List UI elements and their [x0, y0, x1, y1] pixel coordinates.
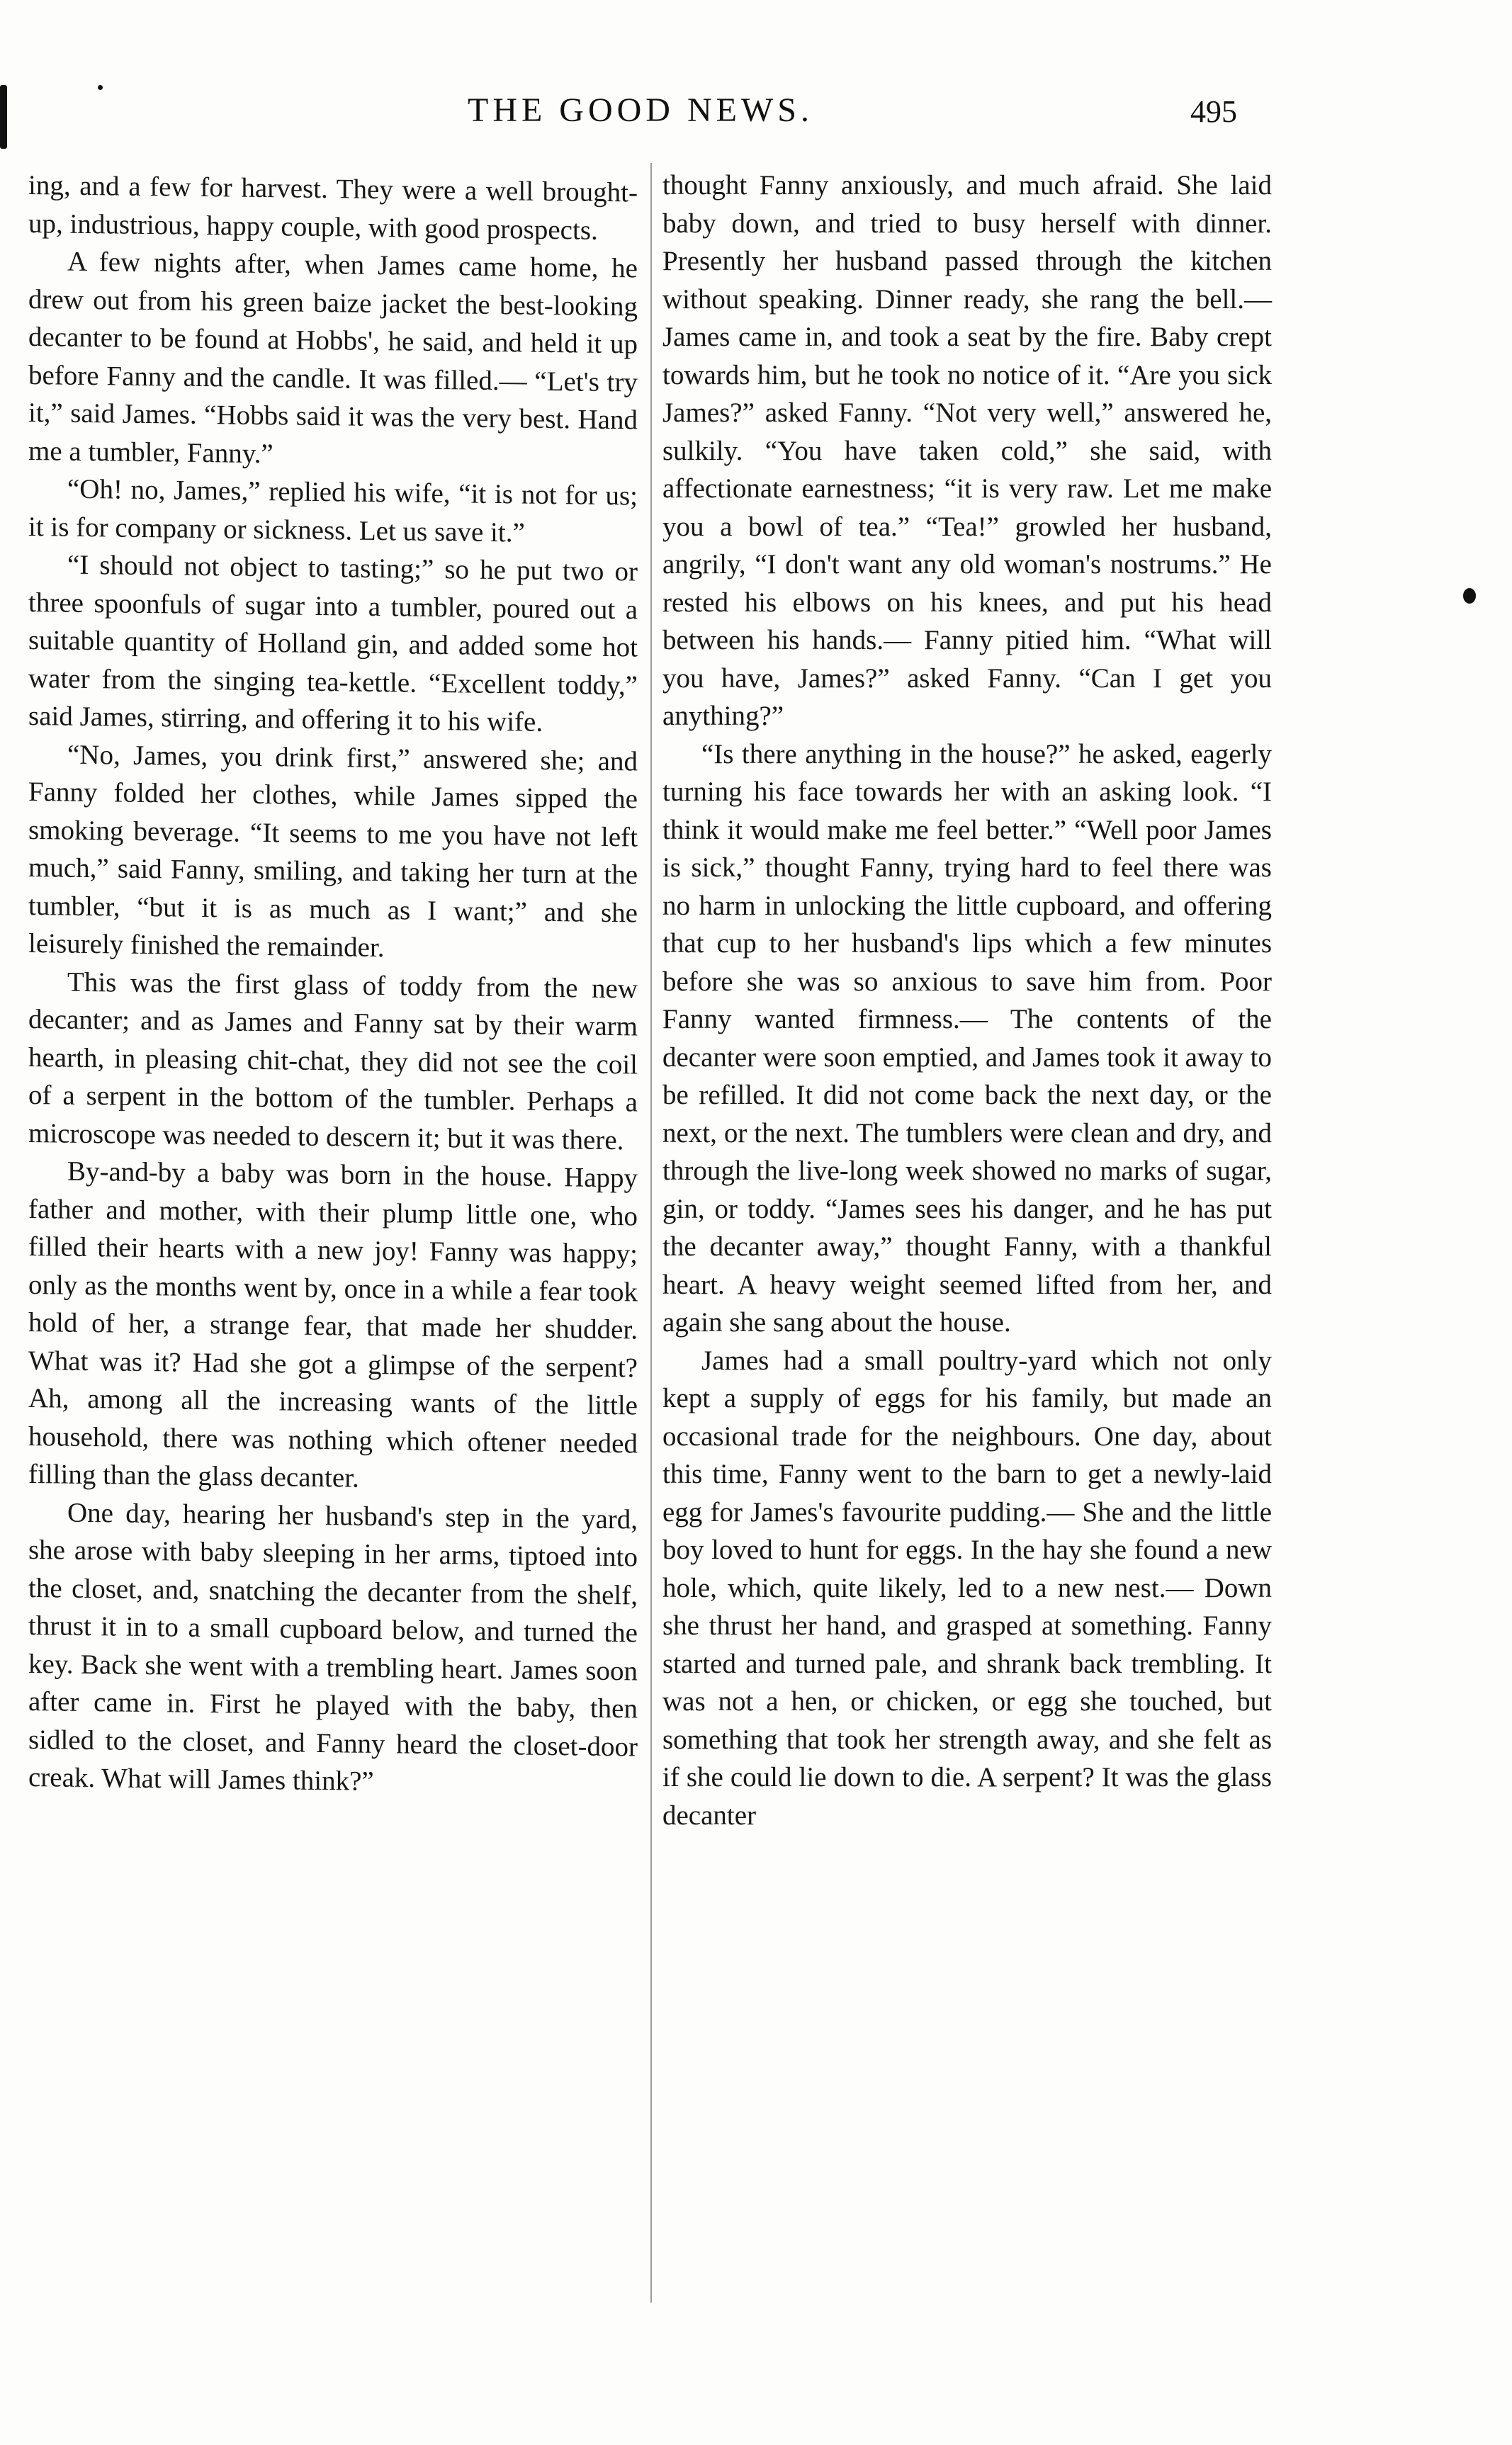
paragraph: James had a small poultry-yard which not only kept a supply of eggs for his family, but made an occasional trade for the neighbours. One day, about this time, Fanny went to the barn to get a newly-laid egg for James's favourite pudding.— She and the little boy loved to hunt for eggs. In the hay she found a new hole, which, quite likely, led to a new nest.— Down she thrust her hand, and grasped at something. Fanny started and turned pale, and shrank back trembling. It was not a hen, or chicken, or egg she touched, but something that took her strength away, and she felt as if she could lie down to die. A serpent? It was the glass decanter — [662, 1345, 1272, 1831]
paragraph: “Oh! no, James,” replied his wife, “it is not for us; it is for company or sickness. Let us save it.” — [28, 473, 638, 548]
paragraph: One day, hearing her husband's step in the yard, she arose with baby sleeping in her arms, tiptoed into the closet, and, snatching the decanter from the shelf, thrust it in to a small cupboard below, and turned the key. Back she went with a trembling heart. James soon after came in. First he played with the baby, then sidled to the closet, and Fanny heard the closet-door creak. What will James think?” — [28, 1497, 638, 1797]
paragraph: “No, James, you drink first,” answered she; and Fanny folded her clothes, while James sipped the smoking beverage. “It seems to me you have not left much,” said Fanny, smiling, and taking her turn at the tumbler, “but it is as much as I want;” and she leisurely finished the remainder. — [28, 739, 638, 964]
paragraph: By-and-by a baby was born in the house. Happy father and mother, with their plump little one, who filled their hearts with a new joy! Fanny was happy; only as the months went by, once in a while a fear took hold of her, a strange fear, that made her shudder. What was it? Had she got a glimpse of the serpent? Ah, among all the increasing wants of the little household, there was nothing which oftener needed filling than the glass decanter. — [28, 1156, 638, 1493]
left-column — [28, 166, 638, 1804]
page-number: 495 — [1190, 94, 1237, 129]
paragraph: ing, and a few for harvest. They were a well brought-up, industrious, happy couple, with good prospects. — [28, 170, 638, 246]
ink-dot-mark — [98, 85, 103, 90]
running-title: THE GOOD NEWS. — [468, 91, 813, 129]
margin-bullet-mark — [1463, 588, 1476, 604]
paragraph: “Is there anything in the house?” he asked, eagerly turning his face towards her with an asking look. “I think it would make me feel better.” “Well poor James is sick,” thought Fanny, trying hard to feel there was no harm in unlocking the little cupboard, and offering that cup to her husband's lips which a few minutes before she was so anxious to save him from. Poor Fanny wanted firmness.— The contents of the decanter were soon emptied, and James took it away to be refilled. It did not come back the next day, or the next, or the next. The tumblers were clean and dry, and through the live-long week showed no marks of sugar, gin, or toddy. “James sees his danger, and he has put the decanter away,” thought Fanny, with a thankful heart. A heavy weight seemed lifted from her, and again she sang about the house. — [662, 738, 1272, 1338]
right-column — [662, 166, 1272, 1834]
page-header — [28, 91, 1304, 147]
paragraph: thought Fanny anxiously, and much afraid. She laid baby down, and tried to busy herself with dinner. Presently her husband passed through the kitchen without speaking. Dinner ready, she rang the bell.— James came in, and took a seat by the fire. Baby crept towards him, but he took no notice of it. “Are you sick James?” asked Fanny. “Not very well,” answered he, sulkily. “You have taken cold,” she said, with affectionate earnestness; “it is very raw. Let me make you a bowl of tea.” “Tea!” growled her husband, angrily, “I don't want any old woman's nostrums.” He rested his elbows on his knees, and put his head between his hands.— Fanny pitied him. “What will you have, James?” asked Fanny. “Can I get you anything?” — [662, 170, 1272, 731]
page-edge-mark — [0, 85, 7, 149]
paragraph: A few nights after, when James came home, he drew out from his green baize jacket the best-looking decanter to be found at Hobbs', he said, and held it up before Fanny and the candle. It was filled.— “Let's try it,” said James. “Hobbs said it was the very best. Hand me a tumbler, Fanny.” — [28, 246, 638, 469]
column-divider — [650, 163, 652, 2303]
paragraph: This was the first glass of toddy from the new decanter; and as James and Fanny sat by their warm hearth, in pleasing chit-chat, they did not see the coil of a serpent in the bottom of the tumbler. Perhaps a microscope was needed to descern it; but it was there. — [28, 966, 638, 1156]
paragraph: “I should not object to tasting;” so he put two or three spoonfuls of sugar into a tumbler, poured out a suitable quantity of Holland gin, and added some hot water from the singing tea-kettle. “Excellent toddy,” said James, stirring, and offering it to his wife. — [28, 549, 638, 738]
